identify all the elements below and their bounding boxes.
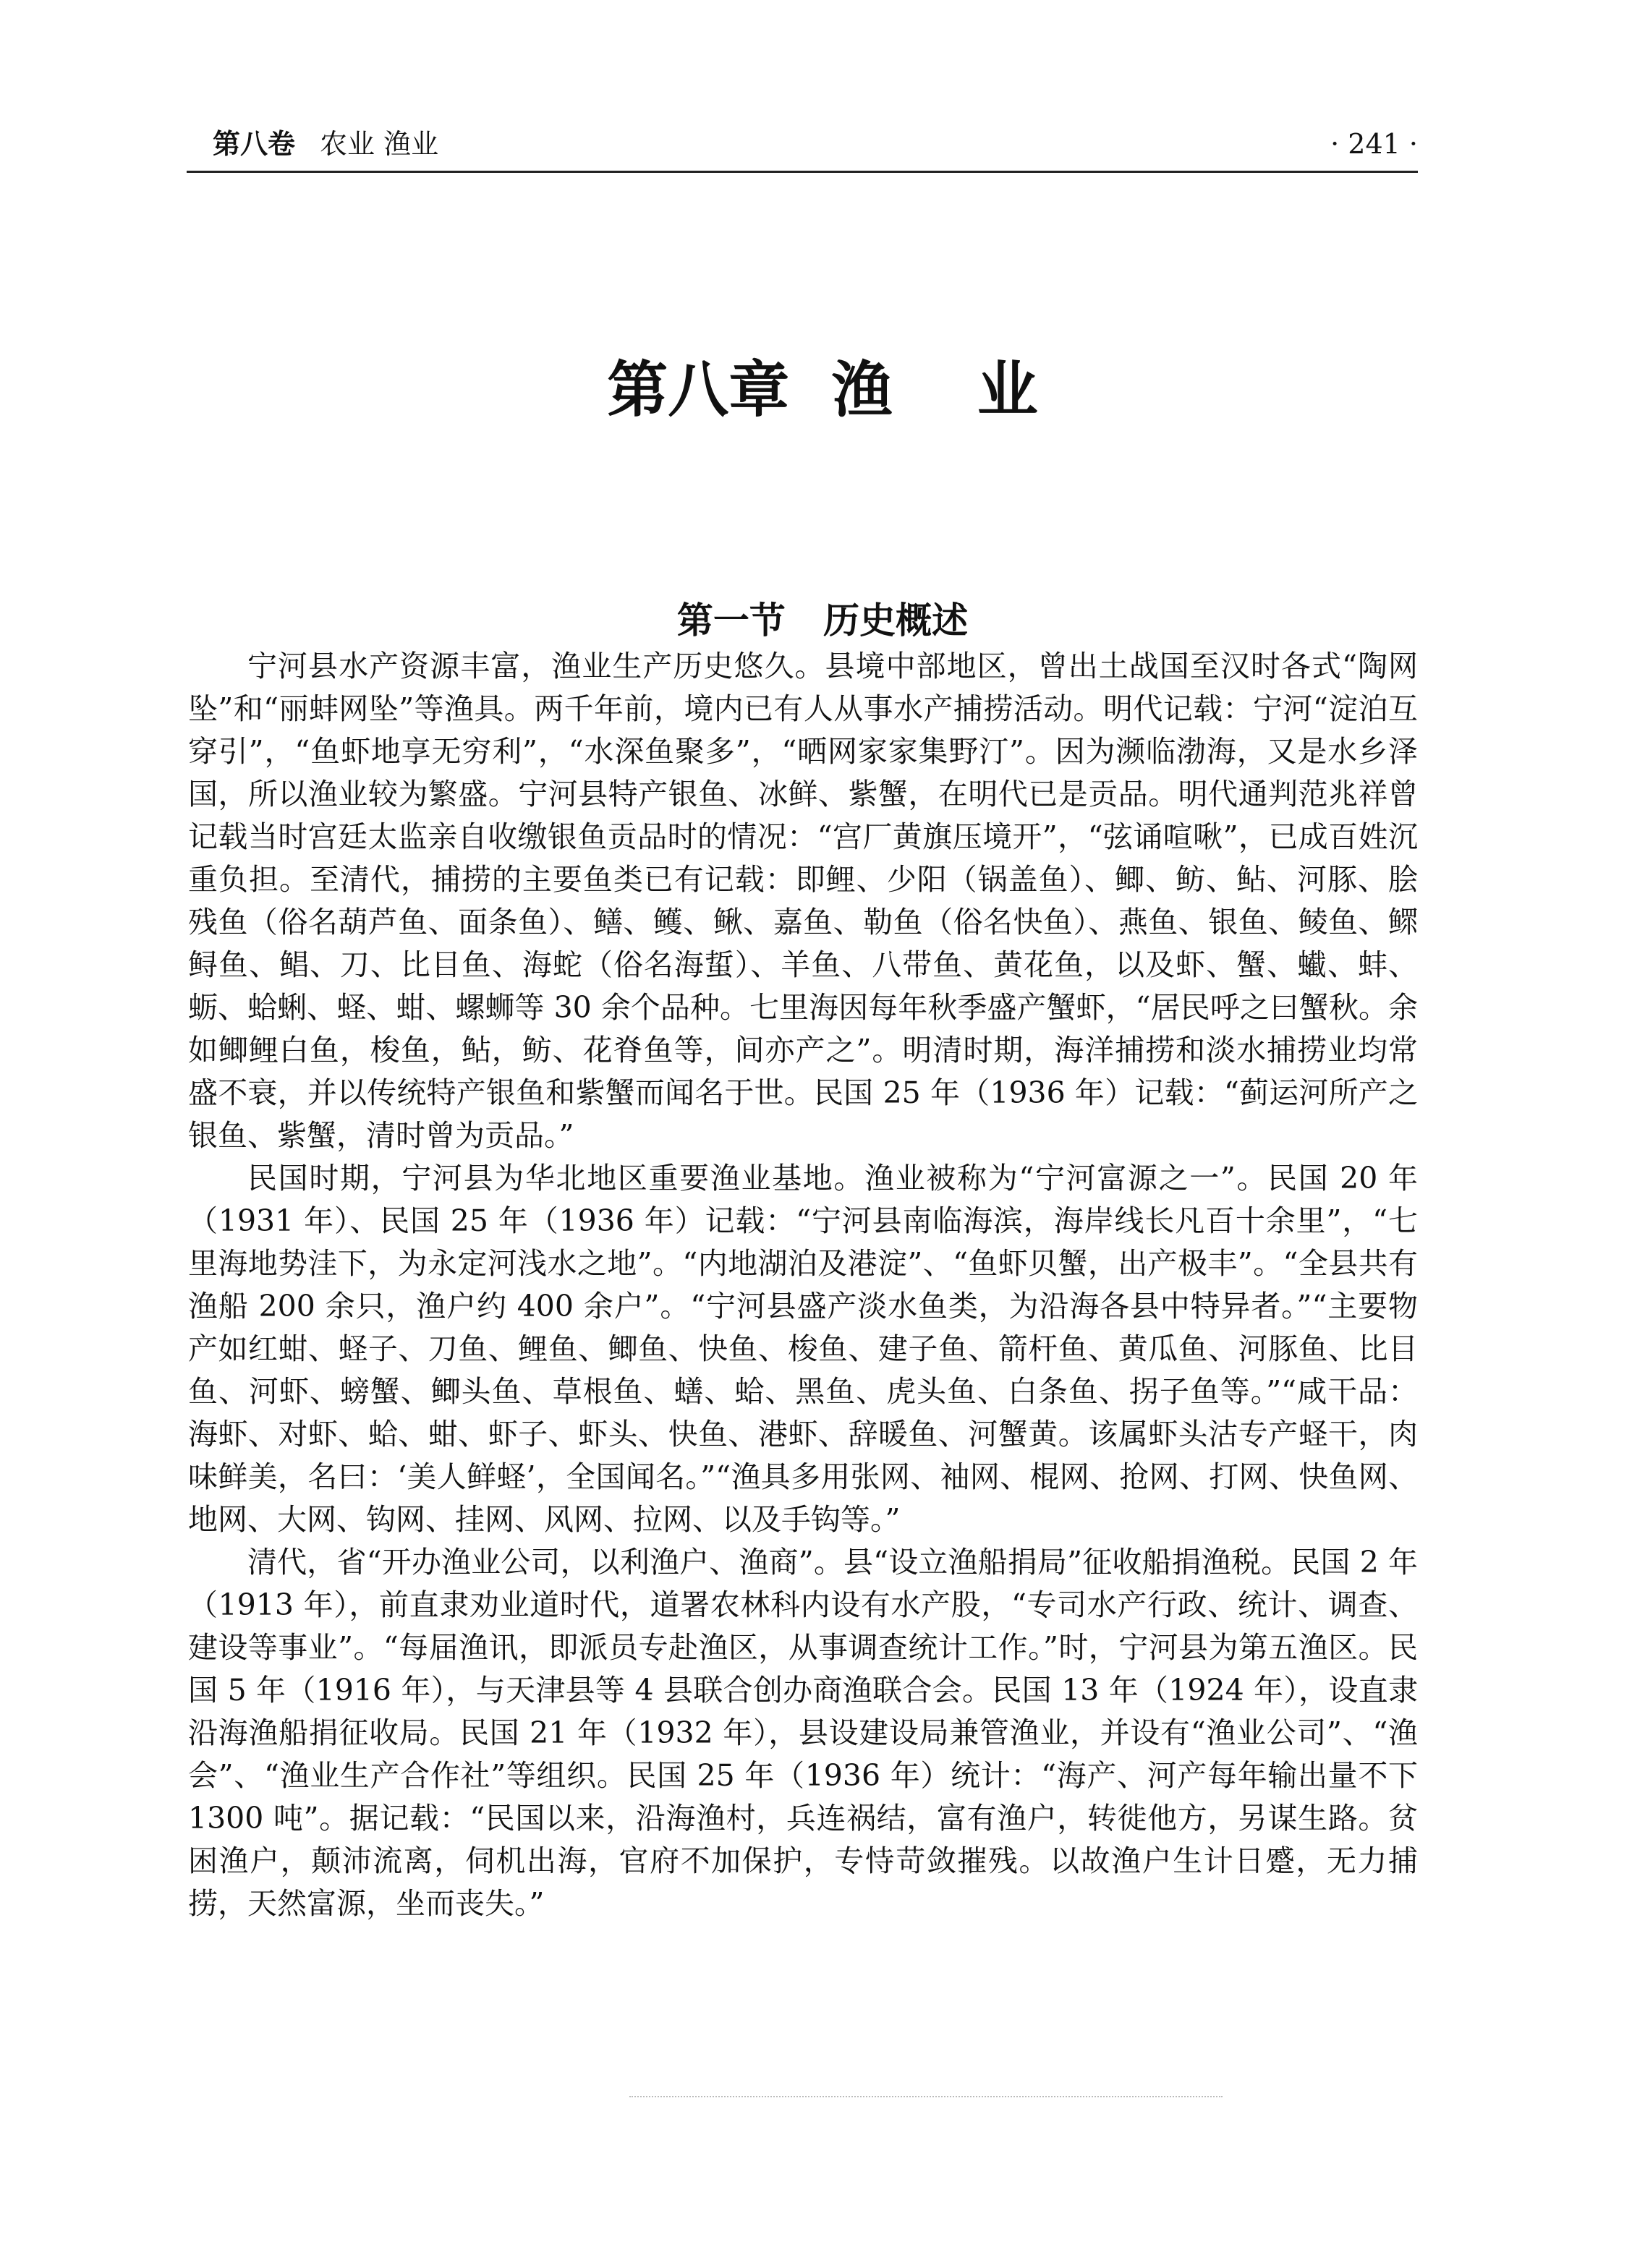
header-subject: 农业 渔业 xyxy=(320,128,439,160)
section-title: 第一节 历史概述 xyxy=(676,598,969,641)
paragraph: 民国时期，宁河县为华北地区重要渔业基地。渔业被称为“宁河富源之一”。民国 20 年（1931 年）、民国 25 年（1936 年）记载：“宁河县南临海滨，海岸线长凡百十余里”，“七里海地势洼下，为永定河浅水之地”。“内地湖泊及港淀”、“鱼虾贝蟹，出产极丰”。“全县共有渔船 200 余只，渔户约 400 余户”。“宁河县盛产淡水鱼类，为沿海各县中特异者。”“主要物产如红蚶、蛏子、刀鱼、鲤鱼、鲫鱼、快鱼、梭鱼、建子鱼、箭杆鱼、黄瓜鱼、河豚鱼、比目鱼、河虾、螃蟹、鲫头鱼、草根鱼、蟮、蛤、黑鱼、虎头鱼、白条鱼、拐子鱼等。”“咸干品：海虾、对虾、蛤、蚶、虾子、虾头、快鱼、港虾、辞暖鱼、河蟹黄。该属虾头沽专产蛏干，肉味鲜美，名曰：‘美人鲜蛏’，全国闻名。”“渔具多用张网、袖网、棍网、抢网、打网、快鱼网、地网、大网、钩网、挂网、风网、拉网、以及手钩等。” xyxy=(188,1161,1418,1537)
paragraph: 清代，省“开办渔业公司，以利渔户、渔商”。县“设立渔船捐局”征收船捐渔税。民国 2 年（1913 年），前直隶劝业道时代，道署农林科内设有水产股，“专司水产行政、统计、调查、建设等事业”。“每届渔讯，即派员专赴渔区，从事调查统计工作。”时，宁河县为第五渔区。民国 5 年（1916 年），与天津县等 4 县联合创办商渔联合会。民国 13 年（1924 年），设直隶沿海渔船捐征收局。民国 21 年（1932 年），县设建设局兼管渔业，并设有“渔业公司”、“渔会”、“渔业生产合作社”等组织。民国 25 年（1936 年）统计：“海产、河产每年输出量不下 1300 吨”。据记载：“民国以来，沿海渔村，兵连祸结，富有渔户，转徙他方，另谋生路。贫困渔户，颠沛流离，伺机出海，官府不加保护，专恃苛敛摧残。以故渔户生计日蹙，无力捕捞，天然富源，坐而丧失。” xyxy=(188,1545,1418,1921)
header-left xyxy=(213,122,438,166)
paragraph: 宁河县水产资源丰富，渔业生产历史悠久。县境中部地区，曾出土战国至汉时各式“陶网坠”和“丽蚌网坠”等渔具。两千年前，境内已有人从事水产捕捞活动。明代记载：宁河“淀泊互穿引”，“鱼虾地享无穷利”，“水深鱼聚多”，“晒网家家集野汀”。因为濒临渤海，又是水乡泽国，所以渔业较为繁盛。宁河县特产银鱼、冰鲜、紫蟹，在明代已是贡品。明代通判范兆祥曾记载当时宫廷太监亲自收缴银鱼贡品时的情况：“宫厂黄旗压境开”，“弦诵喧啾”，已成百姓沉重负担。至清代，捕捞的主要鱼类已有记载：即鲤、少阳（锅盖鱼）、鲫、鲂、鲇、河豚、脍残鱼（俗名葫芦鱼、面条鱼）、鳝、鳠、鳅、嘉鱼、勒鱼（俗名快鱼）、燕鱼、银鱼、鲮鱼、鳏鲟鱼、鲳、刀、比目鱼、海蛇（俗名海蜇）、羊鱼、八带鱼、黄花鱼，以及虾、蟹、蠘、蚌、蛎、蛤蜊、蛏、蚶、螺蛳等 30 余个品种。七里海因每年秋季盛产蟹虾，“居民呼之曰蟹秋。余如鲫鲤白鱼，梭鱼，鲇，鲂、花脊鱼等，间亦产之”。明清时期，海洋捕捞和淡水捕捞业均常盛不衰，并以传统特产银鱼和紫蟹而闻名于世。民国 25 年（1936 年）记载：“蓟运河所产之银鱼、紫蟹，清时曾为贡品。” xyxy=(188,649,1418,1153)
running-header xyxy=(187,122,1418,166)
scan-artifact xyxy=(629,2096,1223,2097)
body-text xyxy=(188,645,1418,1925)
chapter-title: 第八章 渔 业 xyxy=(607,354,1038,426)
header-volume: 第八卷 xyxy=(213,128,296,160)
page-number: · 241 · xyxy=(1330,128,1418,160)
header-rule xyxy=(187,171,1418,173)
